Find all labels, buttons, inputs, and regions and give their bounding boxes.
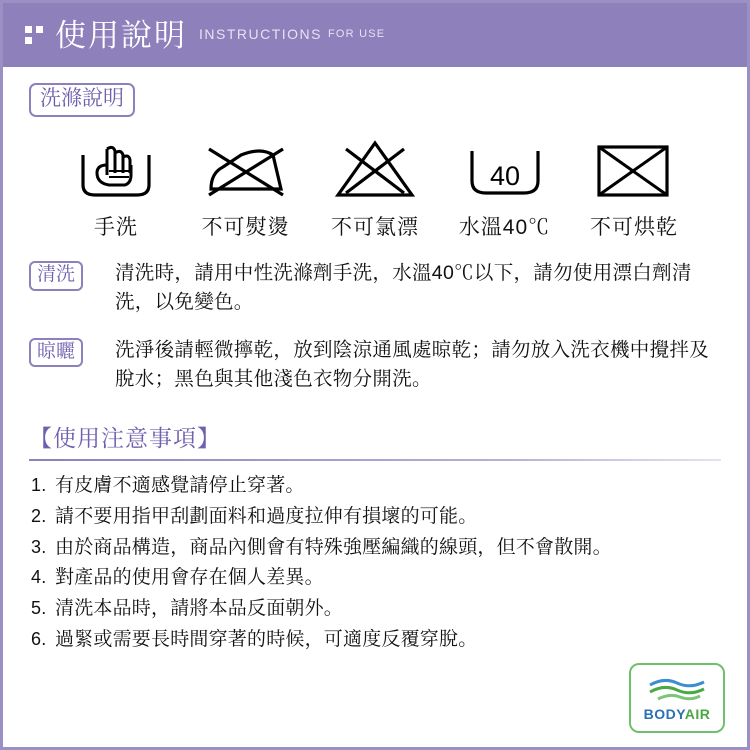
care-symbol-no-bleach (316, 133, 434, 241)
care-symbol-label: 不可氯漂 (331, 216, 419, 240)
care-symbol-row (57, 133, 693, 241)
care-symbol-no-iron (187, 133, 305, 241)
care-symbol-no-tumble-dry (575, 133, 693, 241)
brand-logo (629, 663, 725, 733)
page-title-en: INSTRUCTIONS (199, 26, 322, 42)
list-item: 請不要用指甲刮劃面料和過度拉伸有損壞的可能。 (55, 505, 478, 527)
list-item: 有皮膚不適感覺請停止穿著。 (55, 475, 305, 497)
instruction-tag: 清洗 (29, 261, 83, 291)
brand-name (644, 706, 711, 722)
instruction-block-wash (29, 259, 721, 318)
brand-name-body: BODY (643, 705, 685, 722)
notes-list (29, 471, 721, 656)
notes-title: 【使用注意事項】 (29, 425, 221, 452)
list-item: 清洗本品時，請將本品反面朝外。 (55, 598, 344, 620)
instruction-block-dry (29, 336, 721, 395)
dots-icon (25, 22, 47, 48)
list-item: 對產品的使用會存在個人差異。 (55, 567, 324, 589)
wash-section (29, 83, 721, 117)
content (3, 67, 747, 656)
no-iron-icon (187, 133, 305, 205)
water-temp-value: 40 (489, 161, 520, 192)
list-item: 由於商品構造，商品內側會有特殊強壓編織的線頭，但不會散開。 (55, 536, 612, 558)
care-symbol-label: 手洗 (94, 216, 138, 240)
wave-icon (646, 675, 708, 705)
no-tumble-dry-icon (575, 133, 693, 205)
divider (29, 459, 721, 461)
instruction-text: 洗淨後請輕微擰乾，放到陰涼通風處晾乾；請勿放入洗衣機中攪拌及脫水；黑色與其他淺色衣物分開洗。 (115, 338, 710, 390)
care-symbol-water-temp (446, 133, 564, 241)
list-item: 過緊或需要長時間穿著的時候，可適度反覆穿脫。 (55, 628, 478, 650)
brand-name-air: AIR (684, 705, 711, 722)
instruction-text: 清洗時，請用中性洗滌劑手洗，水溫40℃以下，請勿使用漂白劑清洗，以免變色。 (115, 262, 692, 314)
instruction-tag-wrap (29, 336, 115, 368)
instruction-tag: 晾曬 (29, 338, 83, 368)
care-symbol-label: 不可熨燙 (201, 216, 290, 240)
care-symbol-label: 水溫40℃ (458, 216, 551, 240)
hand-wash-icon (57, 133, 175, 205)
wash-section-tag: 洗滌說明 (29, 83, 135, 117)
no-bleach-icon (316, 133, 434, 205)
care-symbol-label: 不可烘乾 (590, 216, 678, 240)
instruction-tag-wrap (29, 259, 115, 291)
page-title-en-suffix: FOR USE (328, 27, 386, 40)
header (3, 3, 747, 67)
care-symbol-hand-wash (57, 133, 175, 241)
page-title: 使用說明 (55, 17, 187, 53)
water-temp-40-icon (446, 133, 564, 205)
